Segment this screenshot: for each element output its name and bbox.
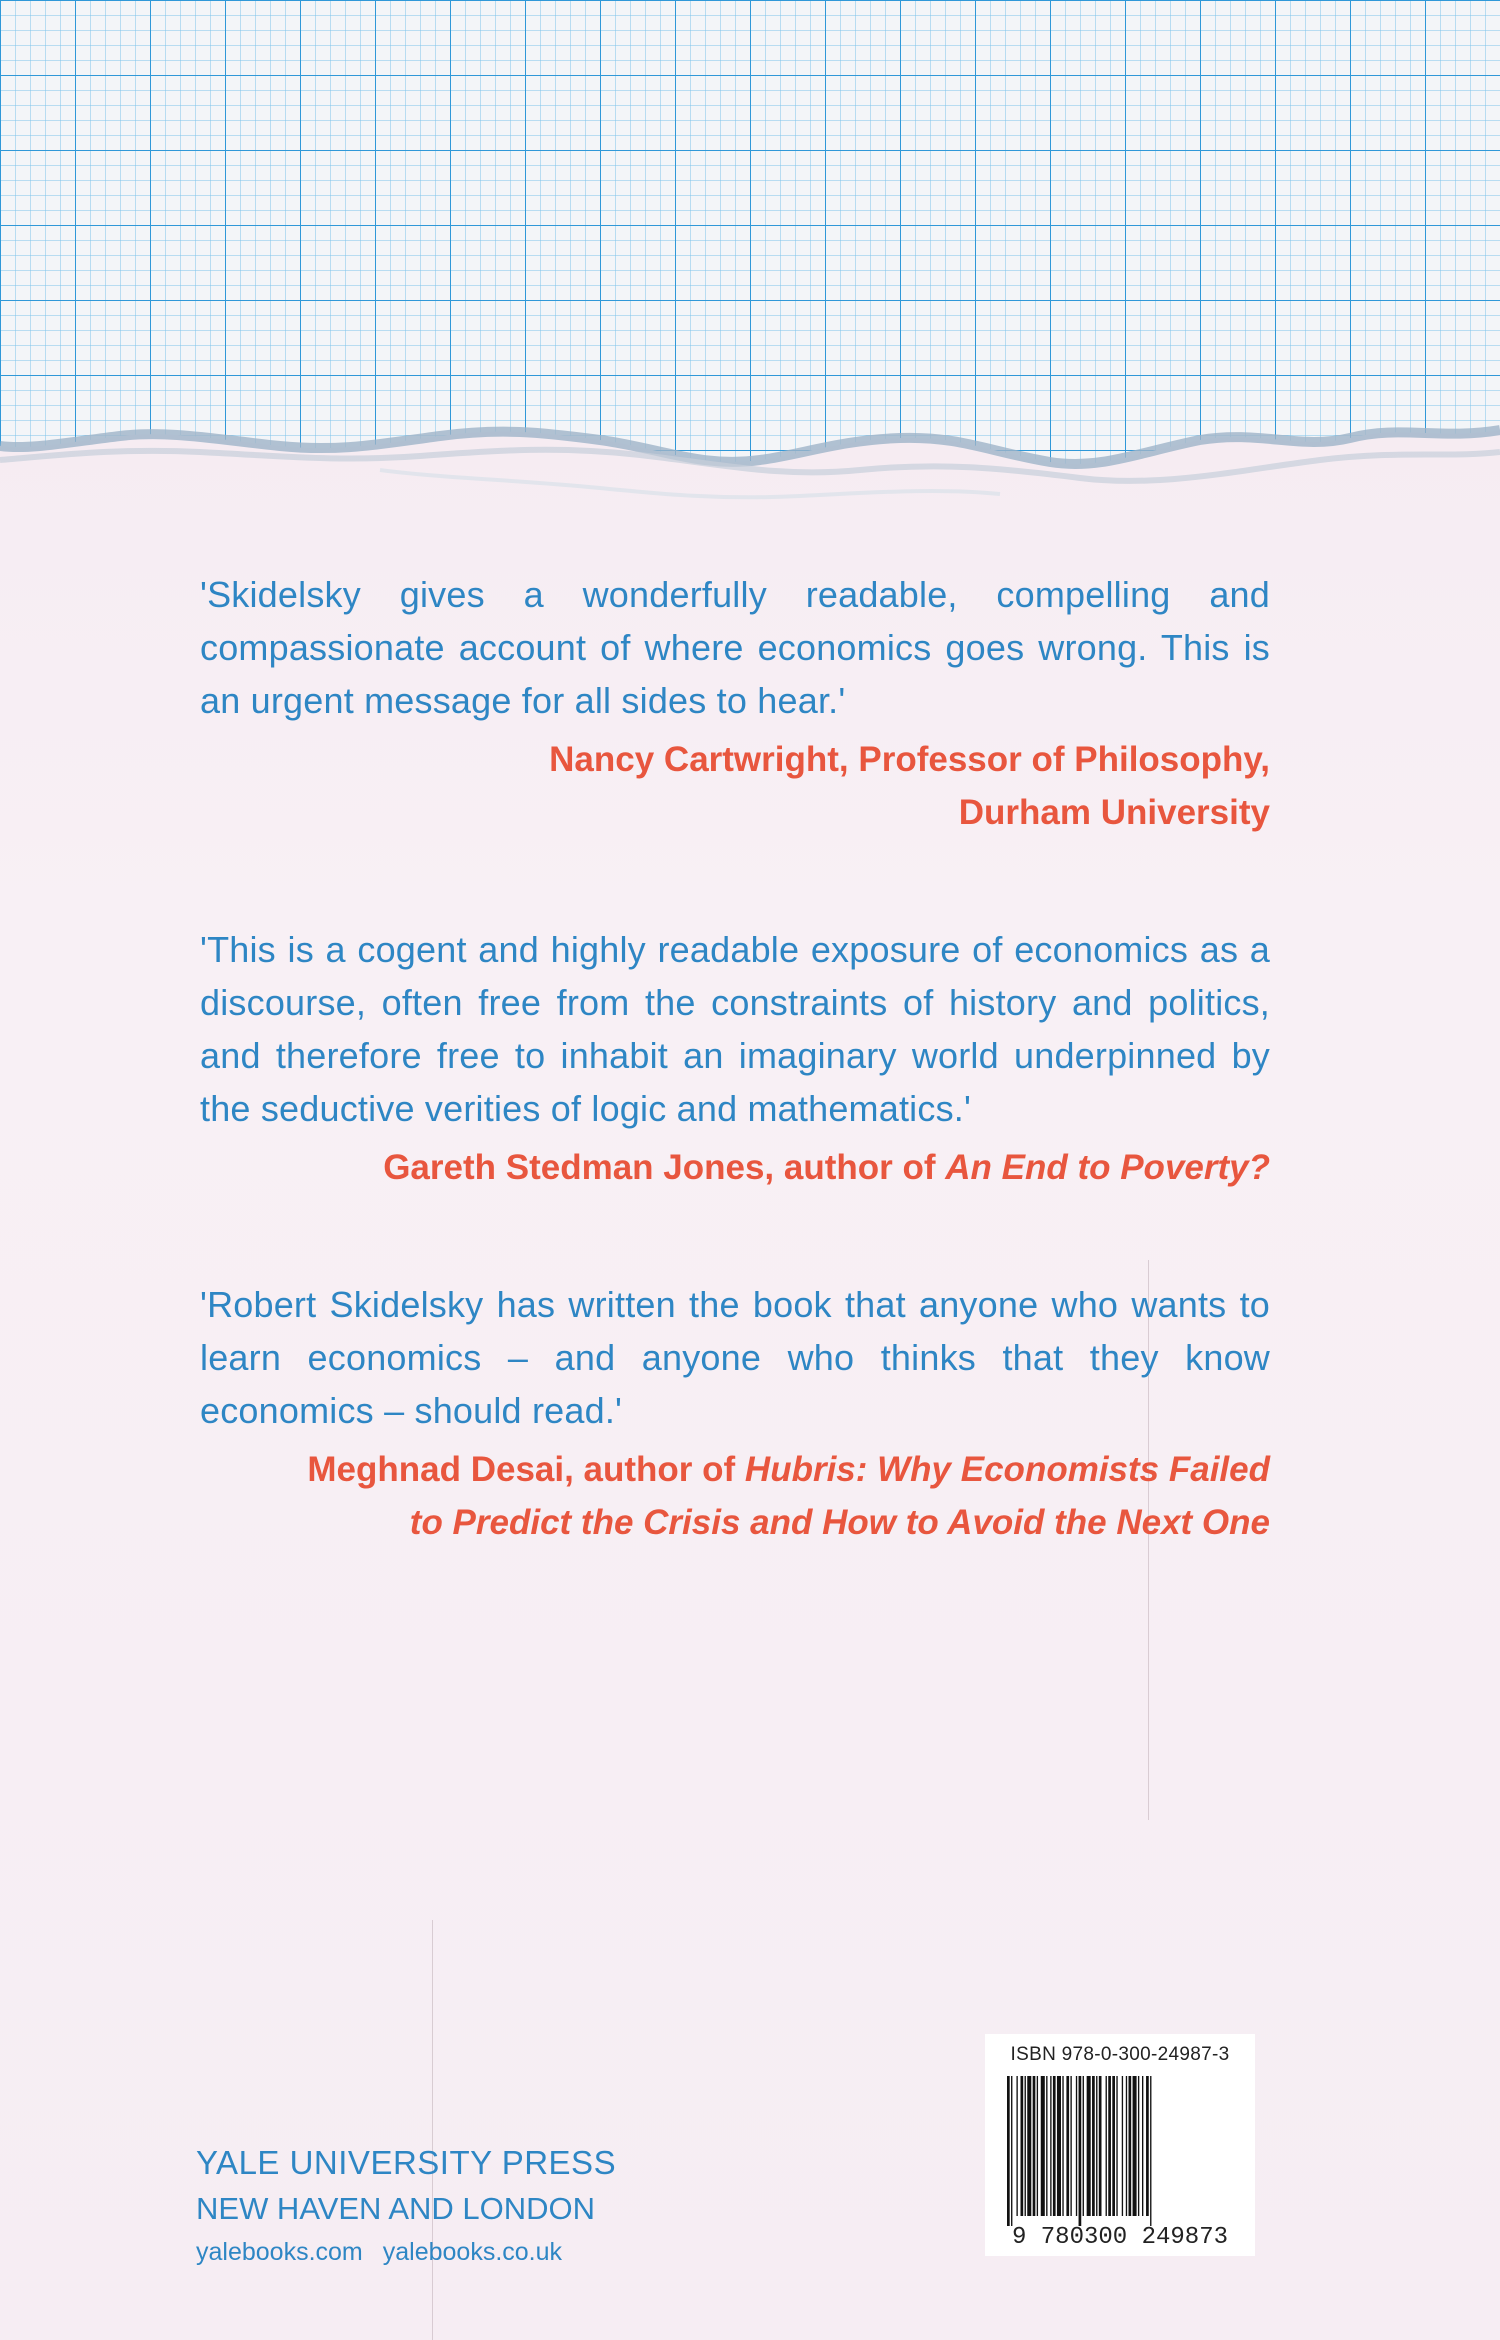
barcode-bar [1083, 2076, 1084, 2216]
barcode-bar [1046, 2076, 1047, 2216]
attribution-book-title: to Predict the Crisis and How to Avoid the Next One [409, 1503, 1270, 1542]
review-attribution [200, 1443, 1270, 1549]
publisher-imprint [196, 2140, 616, 2272]
barcode-bar [1138, 2076, 1139, 2216]
barcode-bar [1050, 2076, 1051, 2216]
barcode-bar [1126, 2076, 1127, 2216]
attribution-book-title: An End to Poverty? [945, 1148, 1270, 1187]
barcode-bar [1070, 2076, 1071, 2216]
attribution-text: Gareth Stedman Jones, author of [383, 1148, 946, 1187]
barcode-bar [1021, 2076, 1024, 2216]
barcode-bar [1112, 2076, 1115, 2216]
barcode-bar [1079, 2076, 1082, 2226]
publisher-website-us: yalebooks.com [196, 2238, 363, 2266]
barcode-bar [1122, 2076, 1123, 2216]
isbn-label: ISBN 978-0-300-24987-3 [1010, 2044, 1230, 2065]
review-quote: 'This is a cogent and highly readable exposure of economics as a discourse, often free from the constraints of history and politics, and therefore free to inhabit an imaginary world underpinned by the seductive verities of logic and mathematics.' [200, 929, 1270, 1129]
review-attribution [200, 733, 1270, 839]
barcode-bar [1076, 2076, 1077, 2216]
attribution-text: Durham University [958, 793, 1270, 832]
publisher-website-uk: yalebooks.co.uk [382, 2238, 563, 2266]
barcode-bar [1025, 2076, 1026, 2216]
crease-line [432, 1920, 433, 2340]
barcode-bar [1062, 2076, 1063, 2216]
review-blurbs [200, 568, 1270, 1549]
barcode-bar [1099, 2076, 1102, 2216]
review-attribution [200, 1141, 1270, 1194]
barcode-bar [1041, 2076, 1045, 2216]
barcode-bar [1108, 2076, 1111, 2216]
barcode-bar [1037, 2076, 1038, 2216]
attribution-text: Nancy Cartwright, Professor of Philosophy, [549, 740, 1270, 779]
barcode-bar [1133, 2076, 1137, 2216]
review-blurb [200, 1278, 1270, 1549]
barcode-bar [1007, 2076, 1010, 2226]
review-quote: 'Robert Skidelsky has written the book that anyone who wants to learn economics – and anyone who thinks that they know economics – should read.' [200, 1284, 1270, 1431]
barcode-bar [1142, 2076, 1143, 2216]
barcode-bar [1053, 2076, 1056, 2216]
review-blurb [200, 568, 1270, 839]
barcode-bar [1129, 2076, 1132, 2216]
barcode-bar [1106, 2076, 1107, 2216]
review-quote: 'Skidelsky gives a wonderfully readable, compelling and compassionate account of where economics goes wrong. This is an urgent message for all sides to hear.' [200, 574, 1270, 721]
barcode-bar [1011, 2076, 1012, 2226]
attribution-book-title: Hubris: Why Economists Failed [744, 1450, 1270, 1489]
torn-graph-paper [0, 0, 1500, 500]
barcode-bar [1027, 2076, 1031, 2216]
barcode-bar [1116, 2076, 1117, 2216]
barcode-bar [1096, 2076, 1097, 2216]
publisher-name: YALE UNIVERSITY PRESS [196, 2144, 617, 2181]
isbn-barcode [985, 2034, 1255, 2256]
barcode-bar [1057, 2076, 1061, 2216]
barcode-bar [1066, 2076, 1069, 2216]
barcode-bar [1150, 2076, 1151, 2226]
barcode-bar [1016, 2076, 1017, 2216]
barcode-bar [1087, 2076, 1091, 2216]
review-blurb [200, 923, 1270, 1194]
publisher-location: NEW HAVEN AND LONDON [196, 2191, 596, 2226]
barcode-bars-icon [1007, 2076, 1233, 2226]
barcode-bar [1146, 2076, 1149, 2216]
barcode-bar [1033, 2076, 1036, 2216]
publisher-websites [196, 2232, 616, 2272]
barcode-digits: 9 780300 249873 [1011, 2224, 1229, 2251]
barcode-bar [1092, 2076, 1095, 2216]
attribution-text: Meghnad Desai, author of [307, 1450, 745, 1489]
